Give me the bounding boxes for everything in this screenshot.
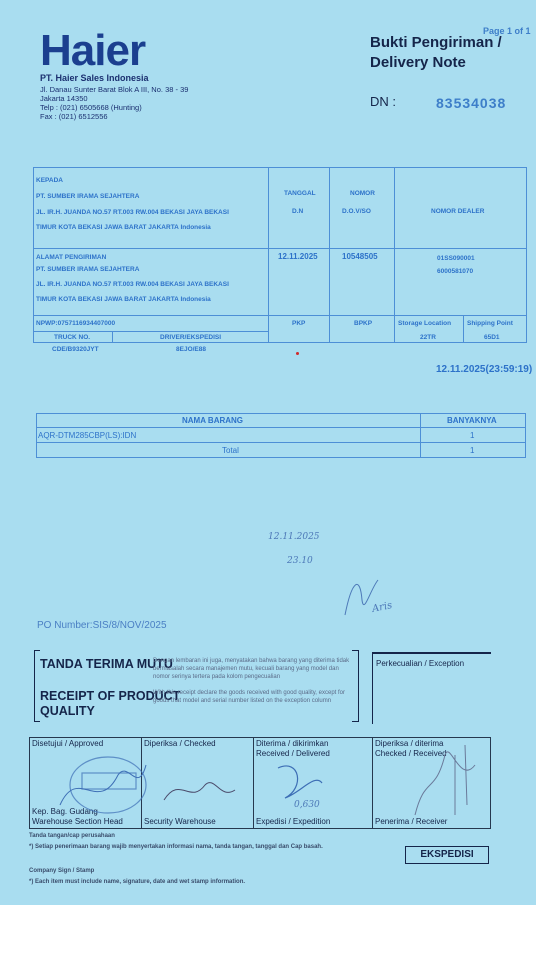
nomor-label: NOMOR	[350, 190, 375, 197]
footer-note-id: *) Setiap penerimaan barang wajib menyertakan informasi nama, tanda tangan, tanggal dan Cap basah.	[29, 844, 323, 850]
tanggal-value: 12.11.2025	[278, 252, 318, 261]
dealer-label: NOMOR DEALER	[431, 208, 485, 215]
sig-approved-role-en: Warehouse Section Head	[32, 817, 123, 826]
footer-note-en: *) Each item must include name, signature, date and wet stamp information.	[29, 879, 246, 885]
receipt-desc-id: Dengan lembaran ini juga, menyatakan bahwa barang yang diterima tidak bermasalah secara manajemen mutu, kecuali barang yang model dan nomor serinya tertera pada kolom pengecualian	[153, 658, 350, 680]
company-stamp	[58, 745, 148, 825]
sig-approved-label: Disetujui / Approved	[32, 739, 104, 748]
page-indicator: Page 1 of 1	[483, 26, 531, 36]
handwritten-name: Aris	[371, 600, 394, 615]
bpkp-label: BPKP	[354, 320, 373, 327]
print-timestamp: 12.11.2025(23:59:19)	[436, 364, 533, 375]
ekspedisi-copy-label: EKSPEDISI	[405, 846, 489, 864]
receipt-desc-en: With this receipt declare the goods received with good quality, except for goods that model and serial number listed on the exception column	[153, 690, 345, 704]
total-value: 1	[470, 446, 475, 455]
sig-delivered-label-en: Received / Delivered	[256, 749, 330, 758]
document-title: Bukti Pengiriman / Delivery Note	[370, 34, 502, 71]
footer-sign-label-en: Company Sign / Stamp	[29, 868, 95, 874]
handwritten-time: 23.10	[287, 556, 313, 566]
npwp: NPWP:0757116934407000	[36, 320, 116, 327]
nomor-sublabel: D.O.V/SO	[342, 208, 371, 215]
driver-value: 8EJO/E88	[176, 346, 206, 353]
tanggal-label: TANGGAL	[284, 190, 316, 197]
shipping-point-label: Shipping Point	[467, 320, 513, 327]
company-name: PT. Haier Sales Indonesia	[40, 73, 149, 83]
dealer-value: 01SS090001	[437, 255, 475, 262]
alamat-line: JL. IR.H. JUANDA NO.57 RT.003 RW.004 BEKASI JAYA BEKASI	[36, 281, 229, 288]
kepada-label: KEPADA	[36, 177, 63, 184]
col-banyaknya: BANYAKNYA	[447, 416, 497, 425]
storage-location-label: Storage Location	[398, 320, 452, 327]
alamat-line: TIMUR KOTA BEKASI JAWA BARAT JAKARTA Indonesia	[36, 296, 211, 303]
sig-approved-role: Kep. Bag. Gudang	[32, 807, 98, 816]
sig-checked-role: Security Warehouse	[144, 817, 216, 826]
sig-received-label: Diperiksa / diterima	[375, 739, 444, 748]
dn-label: DN :	[370, 94, 396, 109]
shipping-point-value: 65D1	[484, 334, 500, 341]
pkp-label: PKP	[292, 320, 306, 327]
handwritten-signature	[340, 570, 380, 620]
item-qty: 1	[470, 431, 475, 440]
sig-received-role: Penerima / Receiver	[375, 817, 448, 826]
kepada-line: JL. IR.H. JUANDA NO.57 RT.003 RW.004 BEKASI JAYA BEKASI	[36, 209, 229, 216]
haier-logo: Haier	[40, 26, 146, 75]
col-nama-barang: NAMA BARANG	[182, 416, 244, 425]
tanggal-sublabel: D.N	[292, 208, 304, 215]
handwritten-date: 12.11.2025	[268, 532, 320, 542]
alamat-label: ALAMAT PENGIRIMAN	[36, 254, 107, 261]
receipt-title-id: TANDA TERIMA MUTU	[40, 657, 173, 671]
company-address: Jl. Danau Sunter Barat Blok A III, No. 38 - 39 Jakarta 14350 Telp : (021) 6505668 (Hunting) Fax : (021) 6512556	[40, 85, 189, 121]
receipt-title-en: RECEIPT OF PRODUCT	[40, 689, 181, 703]
sig-received-label-en: Checked / Received	[375, 749, 447, 758]
security-signature	[160, 770, 240, 810]
alamat-line: PT. SUMBER IRAMA SEJAHTERA	[36, 266, 140, 273]
sig-checked-label: Diperiksa / Checked	[144, 739, 216, 748]
kepada-line: TIMUR KOTA BEKASI JAWA BARAT JAKARTA Indonesia	[36, 224, 211, 231]
driver-label: DRIVER/EKSPEDISI	[160, 334, 222, 341]
dealer-value: 6000581070	[437, 268, 474, 275]
handwritten-sig-time: 0,630	[294, 800, 320, 810]
kepada-line: PT. SUMBER IRAMA SEJAHTERA	[36, 193, 140, 200]
dn-number: 83534038	[436, 95, 507, 111]
nomor-value: 10548505	[342, 252, 378, 261]
po-number: PO Number:SIS/8/NOV/2025	[37, 620, 167, 631]
total-label: Total	[222, 446, 239, 455]
receipt-title-en-2: QUALITY	[40, 704, 95, 718]
sig-delivered-role: Expedisi / Expedition	[256, 817, 331, 826]
receiver-signature	[405, 735, 485, 825]
storage-location-value: 22TR	[420, 334, 436, 341]
footer-sign-label: Tanda tangan/cap perusahaan	[29, 833, 115, 839]
exception-label: Perkecualian / Exception	[376, 659, 465, 668]
sig-delivered-label: Diterima / dikirimkan	[256, 739, 329, 748]
item-name: AQR-DTM285CBP(LS):IDN	[38, 431, 137, 440]
truck-value: CDE/B9320JYT	[52, 346, 99, 353]
truck-label: TRUCK NO.	[54, 334, 91, 341]
